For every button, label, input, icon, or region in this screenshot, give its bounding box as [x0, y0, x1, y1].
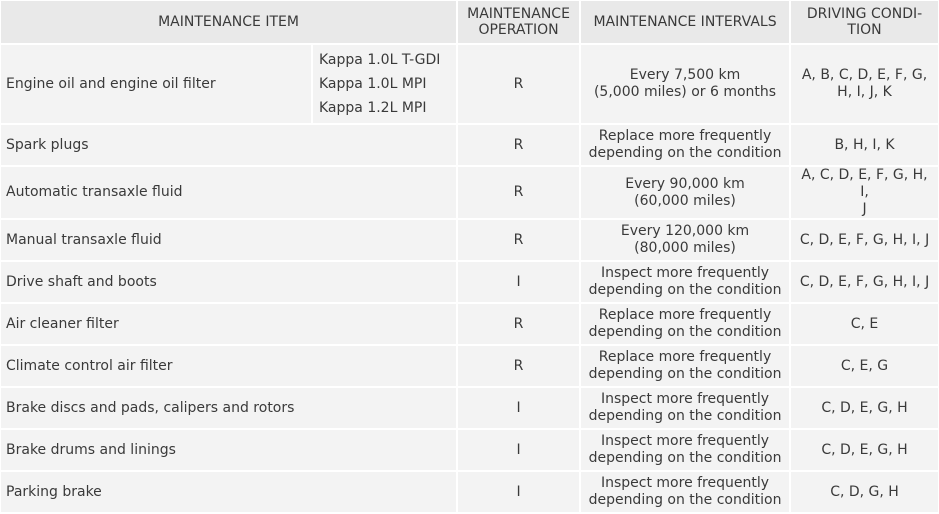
condition-line1: C, E	[850, 315, 879, 332]
row-operation: R	[457, 345, 580, 387]
condition-line1: B, H, I, K	[834, 136, 895, 153]
table-row	[1, 471, 938, 513]
interval-line1: Every 7,500 km	[629, 67, 741, 83]
row-operation: I	[457, 429, 580, 471]
maintenance-table	[1, 1, 938, 514]
condition-line1: C, E, G	[840, 357, 889, 374]
condition-line1: C, D, G, H	[830, 483, 899, 500]
header-item-text: MAINTENANCE ITEM	[158, 14, 299, 30]
interval-line2: depending on the condition	[588, 145, 782, 161]
row-operation: R	[457, 303, 580, 345]
row-interval	[580, 303, 790, 345]
row-interval	[580, 345, 790, 387]
row-item: Brake discs and pads, calipers and rotors	[1, 387, 457, 429]
condition-line1: C, D, E, F, G, H, I, J	[799, 231, 930, 248]
header-row	[1, 1, 938, 44]
row-interval	[580, 219, 790, 261]
interval-line2: depending on the condition	[588, 408, 782, 424]
condition-line1: C, D, E, F, G, H, I, J	[799, 273, 930, 290]
header-condition-line2: TION	[847, 22, 882, 38]
header-operation-line1: MAINTENANCE	[467, 6, 570, 22]
table-row	[1, 387, 938, 429]
row-condition	[790, 387, 938, 429]
row-condition	[790, 261, 938, 303]
row-item: Climate control air filter	[1, 345, 457, 387]
table-row	[1, 261, 938, 303]
engine-oil-operation: R	[457, 44, 580, 124]
row-condition	[790, 219, 938, 261]
row-interval	[580, 166, 790, 219]
row-interval	[580, 429, 790, 471]
engine-variants	[312, 44, 457, 124]
header-driving-condition	[790, 1, 938, 44]
table-row	[1, 303, 938, 345]
interval-line1: Every 120,000 km	[620, 223, 750, 239]
interval-line1: Inspect more frequently	[600, 391, 770, 407]
table-row	[1, 345, 938, 387]
row-item: Brake drums and linings	[1, 429, 457, 471]
condition-line1: A, C, D, E, F, G, H, I,	[801, 167, 928, 200]
row-item: Parking brake	[1, 471, 457, 513]
row-operation: R	[457, 219, 580, 261]
engine-variant: Kappa 1.0L MPI	[319, 76, 427, 92]
interval-line1: Inspect more frequently	[600, 433, 770, 449]
interval-line1: Inspect more frequently	[600, 265, 770, 281]
condition-line2: J	[862, 201, 867, 217]
row-operation: I	[457, 261, 580, 303]
table-body	[1, 44, 938, 513]
row-interval	[580, 261, 790, 303]
interval-line1: Replace more frequently	[598, 349, 772, 365]
row-operation: I	[457, 471, 580, 513]
engine-oil-item: Engine oil and engine oil filter	[1, 44, 312, 124]
row-item: Spark plugs	[1, 124, 457, 166]
row-item: Drive shaft and boots	[1, 261, 457, 303]
table-row	[1, 166, 938, 219]
condition-line2: H, I, J, K	[837, 84, 892, 100]
row-operation: R	[457, 166, 580, 219]
row-condition	[790, 303, 938, 345]
table-header	[1, 1, 938, 44]
condition-line1: C, D, E, G, H	[821, 441, 908, 458]
row-interval	[580, 387, 790, 429]
interval-line1: Every 90,000 km	[625, 175, 745, 192]
table-row-engine-oil	[1, 44, 938, 124]
engine-variant: Kappa 1.2L MPI	[319, 100, 427, 116]
interval-line2: depending on the condition	[588, 450, 782, 466]
table-row	[1, 219, 938, 261]
row-interval	[580, 471, 790, 513]
interval-line1: Inspect more frequently	[600, 475, 770, 491]
row-condition	[790, 471, 938, 513]
header-maintenance-intervals	[580, 1, 790, 44]
interval-line2: depending on the condition	[588, 324, 782, 340]
condition-line1: C, D, E, G, H	[821, 399, 908, 416]
interval-line2: (80,000 miles)	[634, 240, 736, 256]
condition-line1: A, B, C, D, E, F, G,	[801, 67, 928, 83]
row-condition	[790, 166, 938, 219]
interval-line1: Replace more frequently	[598, 128, 772, 144]
maintenance-sheet	[0, 1, 939, 508]
table-row	[1, 429, 938, 471]
table-row	[1, 124, 938, 166]
row-operation: I	[457, 387, 580, 429]
row-condition	[790, 124, 938, 166]
header-maintenance-operation	[457, 1, 580, 44]
interval-line2: depending on the condition	[588, 492, 782, 508]
header-condition-line1: DRIVING CONDI-	[806, 6, 923, 22]
interval-line2: (5,000 miles) or 6 months	[593, 84, 777, 100]
engine-variant: Kappa 1.0L T-GDI	[319, 52, 441, 68]
row-item: Automatic transaxle fluid	[1, 166, 457, 219]
row-condition	[790, 429, 938, 471]
interval-line2: (60,000 miles)	[634, 192, 736, 209]
interval-line2: depending on the condition	[588, 366, 782, 382]
row-condition	[790, 345, 938, 387]
header-maintenance-item	[1, 1, 457, 44]
header-intervals-text: MAINTENANCE INTERVALS	[593, 14, 777, 30]
row-item: Manual transaxle fluid	[1, 219, 457, 261]
row-operation: R	[457, 124, 580, 166]
interval-line2: depending on the condition	[588, 282, 782, 298]
row-interval	[580, 124, 790, 166]
row-item: Air cleaner filter	[1, 303, 457, 345]
interval-line1: Replace more frequently	[598, 307, 772, 323]
header-operation-line2: OPERATION	[478, 22, 559, 38]
engine-oil-condition	[790, 44, 938, 124]
engine-oil-interval	[580, 44, 790, 124]
